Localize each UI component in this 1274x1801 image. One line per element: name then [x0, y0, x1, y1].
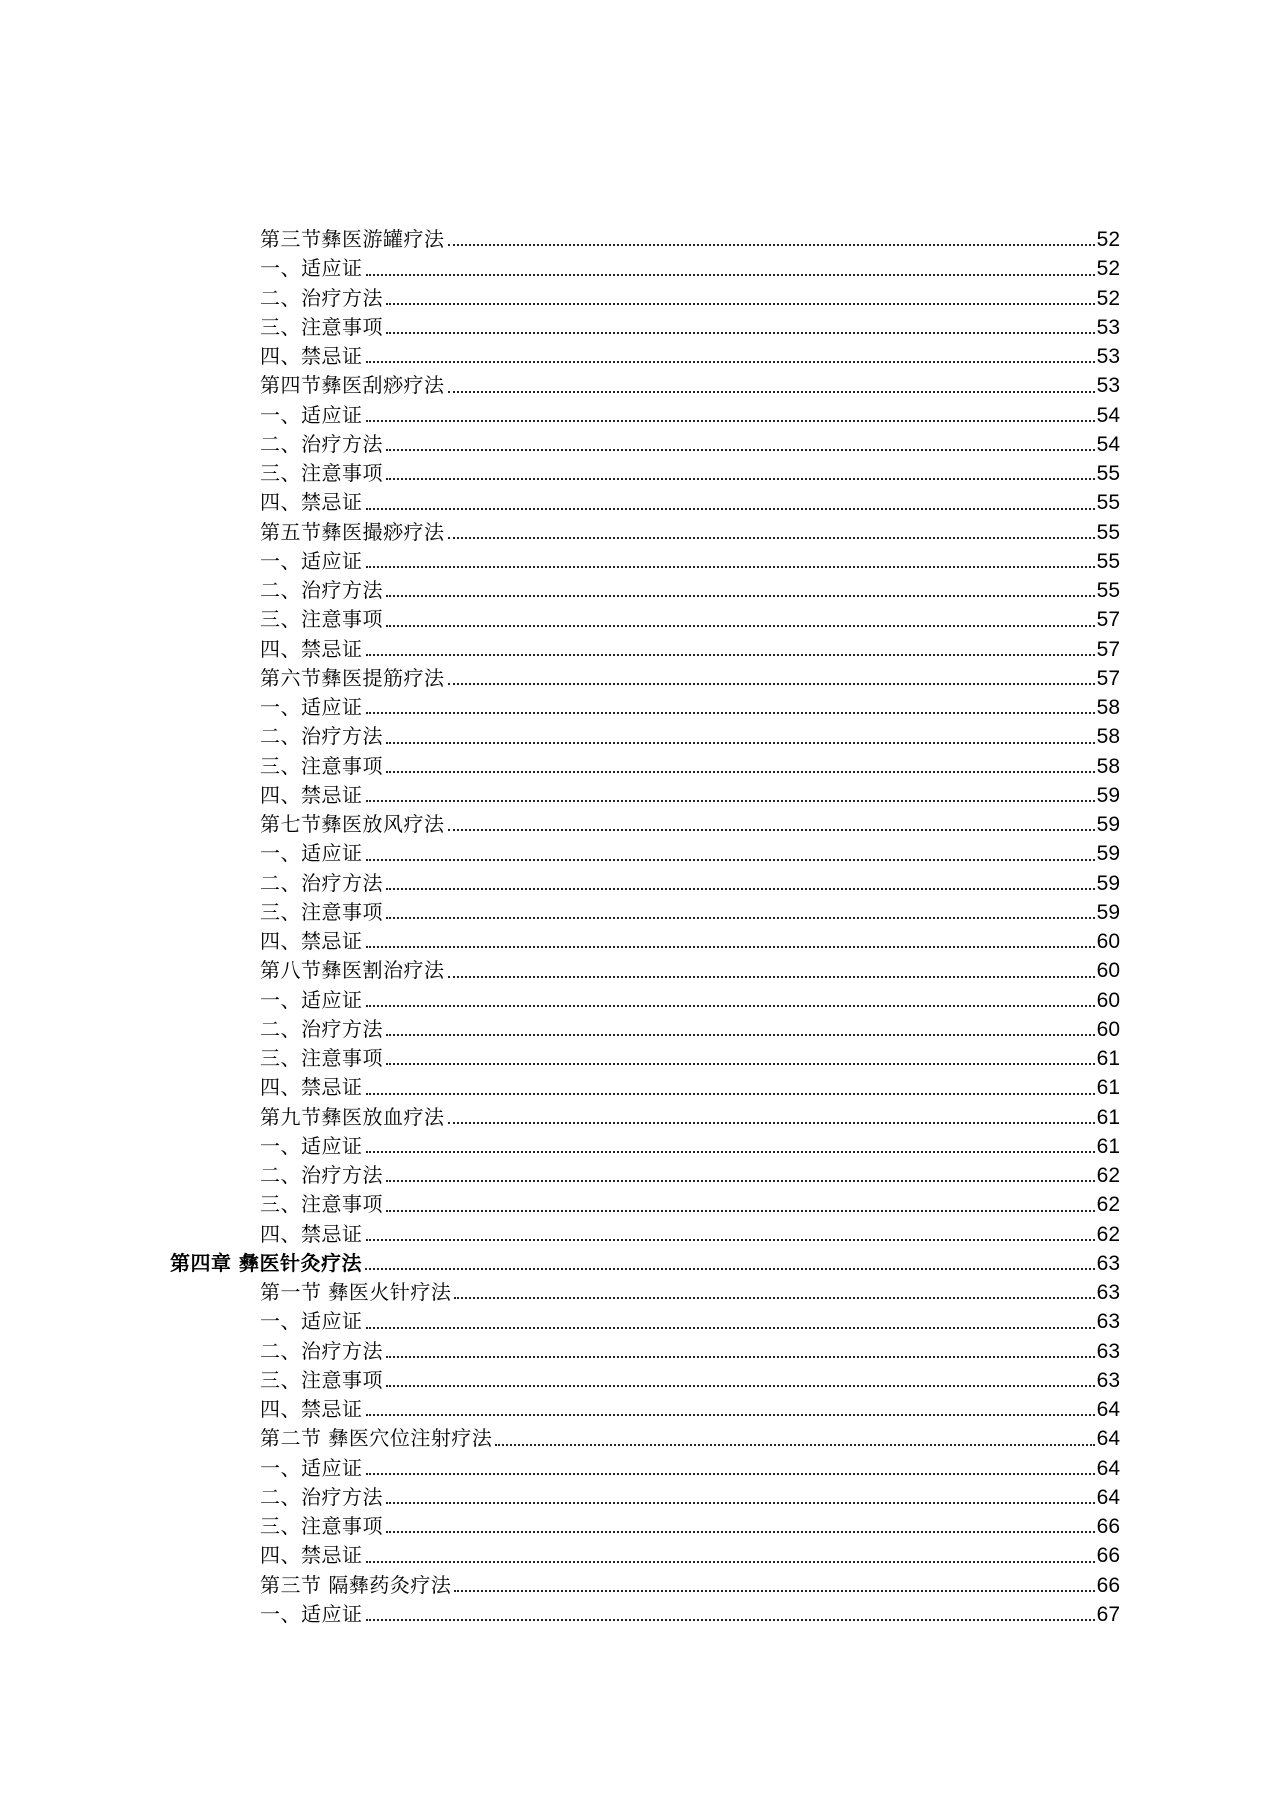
dot-leader: [386, 888, 1095, 890]
toc-entry-label: 三、注意事项: [260, 461, 383, 485]
toc-page-number: 55: [1096, 520, 1120, 544]
toc-entry-label: 一、适应证: [260, 548, 363, 573]
toc-entry-label: 一、适应证: [260, 402, 363, 427]
toc-entry[interactable]: [170, 1190, 1120, 1219]
toc-page-number: 59: [1096, 871, 1120, 895]
toc-page-number: 61: [1096, 1105, 1120, 1129]
dot-leader: [366, 946, 1095, 948]
toc-page-number: 57: [1096, 608, 1120, 632]
toc-entry-label: 第三节彝医游罐疗法: [260, 227, 445, 251]
dot-leader: [454, 1590, 1094, 1592]
toc-entry[interactable]: [170, 722, 1120, 751]
toc-chapter-entry[interactable]: [170, 1249, 1120, 1278]
toc-page-number: 53: [1096, 345, 1120, 368]
dot-leader: [366, 566, 1095, 568]
toc-page-number: 62: [1096, 1193, 1120, 1217]
dot-leader: [448, 976, 1095, 978]
dot-leader: [448, 244, 1095, 246]
toc-entry-label: 二、治疗方法: [260, 285, 383, 310]
toc-entry[interactable]: [170, 781, 1120, 810]
dot-leader: [448, 683, 1095, 685]
toc-page-number: 62: [1096, 1222, 1120, 1246]
dot-leader: [448, 1122, 1095, 1124]
toc-page-number: 62: [1096, 1164, 1120, 1187]
toc-entry[interactable]: [170, 1424, 1120, 1453]
toc-entry-label: 四、禁忌证: [260, 1075, 363, 1100]
toc-page-number: 58: [1096, 754, 1120, 778]
toc-entry[interactable]: [170, 1483, 1120, 1512]
toc-entry-label: 四、禁忌证: [260, 782, 363, 807]
toc-page-number: 61: [1096, 1076, 1120, 1100]
dot-leader: [366, 361, 1095, 363]
toc-page-number: 63: [1096, 1368, 1120, 1392]
toc-entry-label: 三、注意事项: [260, 1514, 383, 1538]
table-of-contents: [170, 225, 1120, 1629]
toc-entry-label: 一、适应证: [260, 695, 363, 719]
toc-page-number: 52: [1096, 228, 1120, 251]
toc-entry[interactable]: [170, 313, 1120, 342]
toc-entry[interactable]: [170, 576, 1120, 605]
toc-entry[interactable]: [170, 1015, 1120, 1044]
toc-entry[interactable]: [170, 1132, 1120, 1161]
toc-entry[interactable]: [170, 693, 1120, 722]
toc-page-number: 60: [1096, 959, 1120, 983]
toc-entry-label: 一、适应证: [260, 1601, 363, 1626]
dot-leader: [386, 595, 1095, 597]
toc-entry-label: 第一节 彝医火针疗法: [260, 1280, 452, 1304]
toc-entry-label: 第四节彝医刮痧疗法: [260, 373, 445, 398]
toc-page-number: 59: [1096, 813, 1120, 836]
toc-page-number: 57: [1096, 666, 1120, 690]
toc-entry-label: 一、适应证: [260, 841, 363, 866]
dot-leader: [366, 274, 1095, 276]
toc-entry[interactable]: [170, 1337, 1120, 1366]
toc-entry[interactable]: [170, 342, 1120, 371]
toc-entry-label: 一、适应证: [260, 256, 363, 281]
toc-entry-label: 四、禁忌证: [260, 636, 363, 661]
toc-entry[interactable]: [170, 635, 1120, 664]
toc-entry[interactable]: [170, 810, 1120, 839]
dot-leader: [386, 1356, 1095, 1358]
toc-entry-label: 二、治疗方法: [260, 1338, 383, 1363]
toc-entry[interactable]: [170, 605, 1120, 634]
dot-leader: [386, 332, 1095, 334]
toc-entry-label: 第五节彝医撮痧疗法: [260, 519, 445, 544]
dot-leader: [366, 1239, 1095, 1241]
toc-page-number: 64: [1096, 1485, 1120, 1509]
dot-leader: [386, 303, 1095, 305]
dot-leader: [448, 829, 1095, 831]
toc-page-number: 60: [1096, 988, 1120, 1012]
toc-entry-label: 第三节 隔彝药灸疗法: [260, 1572, 452, 1597]
dot-leader: [366, 859, 1095, 861]
toc-page-number: 54: [1096, 403, 1120, 427]
toc-entry-label: 一、适应证: [260, 1309, 363, 1334]
dot-leader: [366, 1619, 1095, 1621]
toc-entry[interactable]: [170, 1571, 1120, 1600]
toc-entry[interactable]: [170, 1307, 1120, 1336]
toc-entry-label: 四、禁忌证: [260, 1221, 363, 1246]
toc-entry-label: 三、注意事项: [260, 899, 383, 924]
toc-page-number: 58: [1096, 725, 1120, 749]
toc-entry[interactable]: [170, 1278, 1120, 1307]
toc-entry-label: 三、注意事项: [260, 1046, 383, 1070]
dot-leader: [366, 420, 1095, 422]
dot-leader: [386, 449, 1095, 451]
toc-page-number: 53: [1096, 374, 1120, 398]
dot-leader: [448, 537, 1095, 539]
toc-entry-label: 二、治疗方法: [260, 724, 383, 749]
toc-entry[interactable]: [170, 225, 1120, 254]
toc-entry-label: 四、禁忌证: [260, 1543, 363, 1568]
toc-page-number: 63: [1096, 1281, 1120, 1304]
dot-leader: [386, 1180, 1095, 1182]
toc-entry-label: 二、治疗方法: [260, 431, 383, 456]
toc-page-number: 64: [1096, 1456, 1120, 1480]
toc-page-number: 61: [1096, 1047, 1120, 1070]
toc-entry[interactable]: [170, 869, 1120, 898]
toc-page-number: 64: [1096, 1427, 1120, 1451]
toc-entry[interactable]: [170, 1454, 1120, 1483]
toc-entry[interactable]: [170, 1512, 1120, 1541]
dot-leader: [366, 1561, 1095, 1563]
toc-page-number: 57: [1096, 637, 1120, 661]
dot-leader: [386, 1210, 1095, 1212]
dot-leader: [386, 1034, 1095, 1036]
toc-entry-label: 第九节彝医放血疗法: [260, 1104, 445, 1129]
toc-entry[interactable]: [170, 1103, 1120, 1132]
toc-page-number: 66: [1096, 1515, 1120, 1538]
dot-leader: [366, 1327, 1095, 1329]
toc-page-number: 59: [1096, 900, 1120, 924]
toc-entry-label: 四、禁忌证: [260, 490, 363, 515]
toc-entry-label: 二、治疗方法: [260, 870, 383, 895]
toc-entry-label: 二、治疗方法: [260, 1163, 383, 1187]
toc-entry[interactable]: [170, 664, 1120, 693]
toc-entry[interactable]: [170, 371, 1120, 400]
dot-leader: [366, 508, 1095, 510]
toc-entry[interactable]: [170, 488, 1120, 517]
dot-leader: [448, 391, 1095, 393]
toc-entry[interactable]: [170, 459, 1120, 488]
dot-leader: [386, 478, 1095, 480]
toc-entry-label: 一、适应证: [260, 987, 363, 1012]
toc-entry[interactable]: [170, 956, 1120, 985]
toc-entry[interactable]: [170, 1073, 1120, 1102]
toc-entry[interactable]: [170, 547, 1120, 576]
toc-entry[interactable]: [170, 1220, 1120, 1249]
dot-leader: [366, 654, 1095, 656]
dot-leader: [366, 1005, 1095, 1007]
toc-entry[interactable]: [170, 986, 1120, 1015]
toc-entry[interactable]: [170, 1541, 1120, 1570]
toc-page-number: 60: [1096, 1017, 1120, 1041]
toc-entry[interactable]: [170, 284, 1120, 313]
toc-entry-label: 第四章 彝医针灸疗法: [170, 1250, 362, 1275]
dot-leader: [366, 1414, 1095, 1416]
dot-leader: [386, 625, 1095, 627]
toc-entry-label: 二、治疗方法: [260, 578, 383, 602]
dot-leader: [366, 712, 1095, 714]
toc-page-number: 59: [1096, 783, 1120, 807]
toc-entry[interactable]: [170, 518, 1120, 547]
toc-page-number: 52: [1096, 257, 1120, 281]
toc-entry[interactable]: [170, 839, 1120, 868]
toc-entry[interactable]: [170, 927, 1120, 956]
dot-leader: [454, 1297, 1094, 1299]
toc-entry[interactable]: [170, 1395, 1120, 1424]
dot-leader: [386, 917, 1095, 919]
dot-leader: [386, 1502, 1095, 1504]
toc-page-number: 63: [1096, 1339, 1120, 1363]
dot-leader: [386, 1385, 1095, 1387]
toc-page-number: 67: [1096, 1602, 1120, 1626]
dot-leader: [365, 1268, 1095, 1270]
dot-leader: [386, 1063, 1095, 1065]
toc-page-number: 63: [1096, 1251, 1120, 1275]
toc-page-number: 64: [1096, 1398, 1120, 1421]
toc-entry-label: 三、注意事项: [260, 753, 383, 778]
toc-entry-label: 三、注意事项: [260, 314, 383, 339]
toc-page-number: 63: [1096, 1310, 1120, 1334]
toc-entry-label: 二、治疗方法: [260, 1484, 383, 1509]
toc-entry-label: 四、禁忌证: [260, 344, 363, 368]
toc-page-number: 54: [1096, 432, 1120, 456]
toc-entry-label: 第七节彝医放风疗法: [260, 812, 445, 836]
toc-page-number: 61: [1096, 1134, 1120, 1158]
toc-page-number: 59: [1096, 842, 1120, 866]
toc-entry-label: 三、注意事项: [260, 1367, 383, 1392]
toc-entry-label: 四、禁忌证: [260, 929, 363, 953]
toc-entry-label: 一、适应证: [260, 1133, 363, 1158]
toc-page-number: 55: [1096, 462, 1120, 485]
toc-entry-label: 一、适应证: [260, 1455, 363, 1480]
toc-page-number: 55: [1096, 491, 1120, 515]
toc-page-number: 58: [1096, 696, 1120, 719]
toc-page-number: 53: [1096, 315, 1120, 339]
toc-entry-label: 第八节彝医割治疗法: [260, 958, 445, 983]
dot-leader: [495, 1444, 1094, 1446]
toc-entry[interactable]: [170, 752, 1120, 781]
dot-leader: [366, 1473, 1095, 1475]
toc-entry[interactable]: [170, 430, 1120, 459]
toc-entry-label: 第六节彝医提筋疗法: [260, 665, 445, 690]
toc-page-number: 55: [1096, 549, 1120, 573]
toc-entry[interactable]: [170, 1044, 1120, 1073]
toc-entry-label: 四、禁忌证: [260, 1397, 363, 1421]
dot-leader: [386, 742, 1095, 744]
toc-entry[interactable]: [170, 401, 1120, 430]
dot-leader: [386, 1531, 1095, 1533]
toc-entry-label: 三、注意事项: [260, 607, 383, 632]
toc-page-number: 66: [1096, 1573, 1120, 1597]
toc-entry[interactable]: [170, 254, 1120, 283]
dot-leader: [366, 1093, 1095, 1095]
toc-page-number: 52: [1096, 286, 1120, 310]
dot-leader: [386, 771, 1095, 773]
dot-leader: [366, 800, 1095, 802]
toc-entry[interactable]: [170, 1600, 1120, 1629]
toc-page-number: 60: [1096, 930, 1120, 953]
toc-entry[interactable]: [170, 1366, 1120, 1395]
toc-entry[interactable]: [170, 1161, 1120, 1190]
dot-leader: [366, 1151, 1095, 1153]
toc-entry-label: 三、注意事项: [260, 1192, 383, 1217]
toc-entry-label: 二、治疗方法: [260, 1016, 383, 1041]
toc-page-number: 66: [1096, 1544, 1120, 1568]
toc-entry-label: 第二节 彝医穴位注射疗法: [260, 1426, 493, 1451]
toc-entry[interactable]: [170, 898, 1120, 927]
toc-page-number: 55: [1096, 579, 1120, 602]
